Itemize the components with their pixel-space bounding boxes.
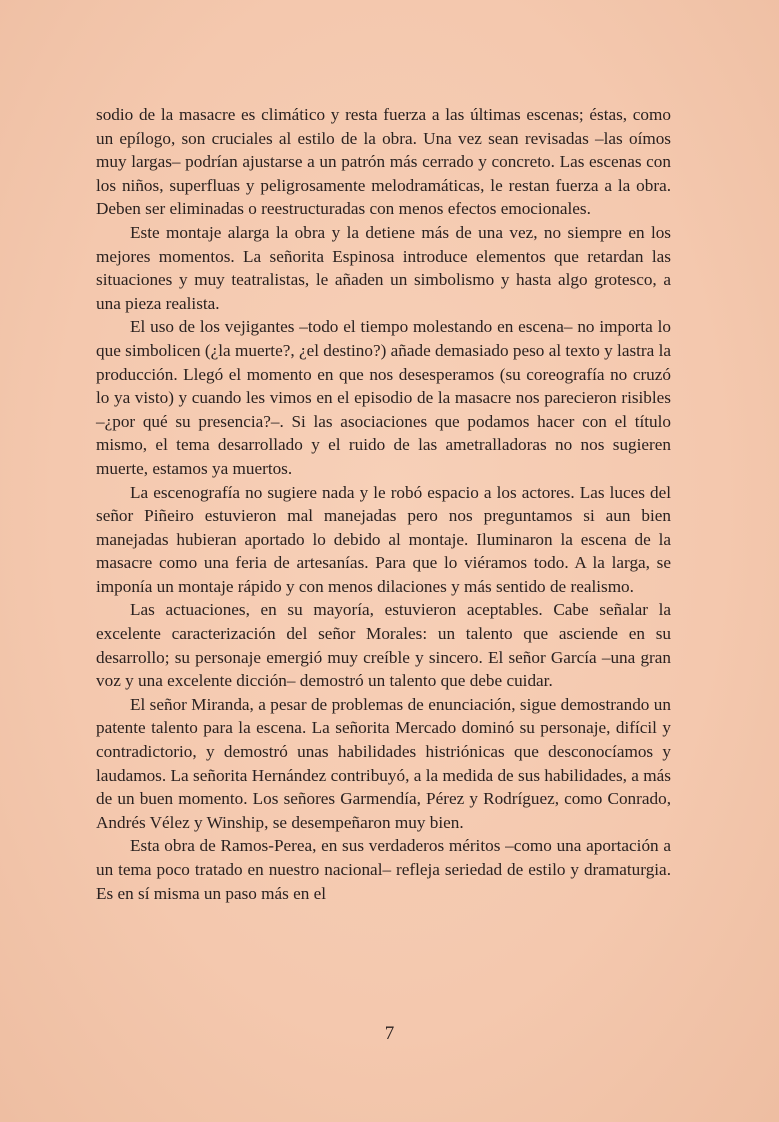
body-text [96, 103, 671, 905]
paragraph-1: sodio de la masacre es climático y resta fuerza a las últimas escenas; éstas, como un epílogo, son cruciales al estilo de la obra. Una vez sean revisadas –las oímos muy largas– podrían ajustarse a un patrón más cerrado y concreto. Las escenas con los niños, superfluas y peligrosamente melodramáticas, le restan fuerza a la obra. Deben ser eliminadas o reestructuradas con menos efectos emocionales. [96, 105, 671, 219]
paragraph-5: Las actuaciones, en su mayoría, estuvieron aceptables. Cabe señalar la excelente caracterización del señor Morales: un talento que asciende en su desarrollo; su personaje emergió muy creíble y sincero. El señor García –una gran voz y una excelente dicción– demostró un talento que debe cuidar. [96, 600, 671, 691]
paragraph-7: Esta obra de Ramos-Perea, en sus verdaderos méritos –como una aportación a un tema poco tratado en nuestro nacional– refleja seriedad de estilo y dramaturgia. Es en sí misma un paso más en el [96, 836, 671, 903]
paragraph-6: El señor Miranda, a pesar de problemas de enunciación, sigue demostrando un patente talento para la escena. La señorita Mercado dominó su personaje, difícil y contradictorio, y demostró unas habilidades histriónicas que desconocíamos y laudamos. La señorita Hernández contribuyó, a la medida de sus habilidades, a más de un buen momento. Los señores Garmendía, Pérez y Rodríguez, como Conrado, Andrés Vélez y Winship, se desempeñaron muy bien. [96, 694, 671, 832]
paragraph-2: Este montaje alarga la obra y la detiene más de una vez, no siempre en los mejores momentos. La señorita Espinosa introduce elementos que retardan las situaciones y muy teatralistas, le añaden un simbolismo y hasta algo grotesco, a una pieza realista. [96, 222, 671, 313]
paragraph-4: La escenografía no sugiere nada y le robó espacio a los actores. Las luces del señor Piñeiro estuvieron mal manejadas pero nos preguntamos si aun bien manejadas hubieran aportado lo debido al montaje. Iluminaron la escena de la masacre como una feria de artesanías. Para que lo viéramos todo. A la larga, se imponía un montaje rápido y con menos dilaciones y más sentido de realismo. [96, 482, 671, 596]
page-number: 7 [384, 1023, 395, 1044]
paragraph-3: El uso de los vejigantes –todo el tiempo molestando en escena– no importa lo que simbolicen (¿la muerte?, ¿el destino?) añade demasiado peso al texto y lastra la producción. Llegó el momento en que nos desesperamos (su coreografía no cruzó lo ya visto) y cuando les vimos en el episodio de la masacre nos parecieron risibles –¿por qué su presencia?–. Si las asociaciones que podamos hacer con el título mismo, el tema desarrollado y el ruido de las ametralladoras no nos sugieren muerte, estamos ya muertos. [96, 317, 671, 478]
